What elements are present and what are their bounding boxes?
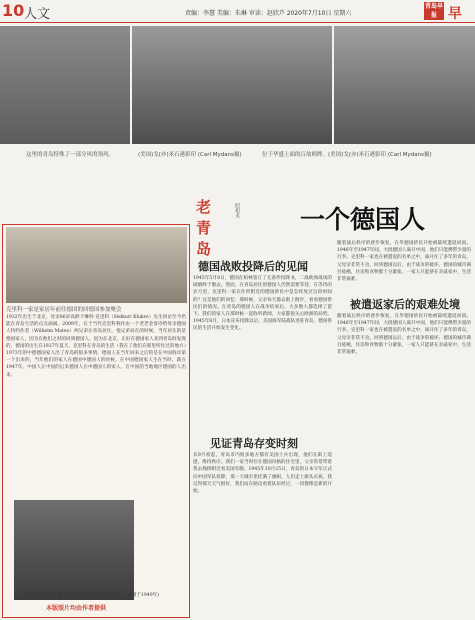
page-number: 10 <box>2 1 25 20</box>
section-name: 人文 <box>24 7 51 22</box>
section-text-1a: 1945年5月8日，德国在柏林签订了无条件投降书，二战欧洲战场的硝烟终于散去。然而，在青岛居住的德国人仍然需要等待，在等待的岁月里，克里科一家在住所附近的德国侨民中是怎样度过这段时间的？这是他们的回忆：那时候，父亲每天都去街上散步，看看德国侨民们的情况。在青岛的德国人在战争结束后，大多数人都选择了留下。我们的家人在那时候一起收听新闻，大家都很关心欧洲的局势。1945年8月，日本宣布投降以后，美国海军陆战队进驻青岛，德国侨民的生活开始发生变化。 <box>193 276 332 332</box>
deco-char-2: 青 <box>196 219 212 237</box>
header-info: 责编：李慧 美编：朱琳 审读：赵欣芦 2020年7月10日 星期六 <box>185 10 352 17</box>
house-photo-caption: 克里科家在北平葡二路3号的住宅前俯拍的合影。(拍摄于1949年) <box>26 593 160 598</box>
section-text-3: 随着战后秩序的逐步恢复，在华德国侨民开始被陆续遣返回国。1946年至1947年间，大批德国人离开中国，他们只能携带少量的行李。克里科一家也在被遣返的名单之中，离开住了多年的青岛，父母亲非常不舍。回到德国以后，由于战争的破坏，德国的城市满目疮痍，住房和食物都十分紧张，一家人只能挤在亲戚家中，生活非常艰难。 <box>337 314 471 356</box>
top-caption-1: 这里的青岛特殊了一部分风的领风。 <box>26 152 115 158</box>
section-heading-3: 被遣返家后的艰难处境 <box>350 298 460 311</box>
deco-subtitle: 照相术 <box>234 203 240 218</box>
newspaper-logo: 青岛早报 <box>424 3 443 19</box>
photo-credit: 本版照片均由作者提供 <box>46 605 107 612</box>
family-photo <box>6 227 187 303</box>
top-photo-2 <box>132 26 332 144</box>
section-heading-2: 见证青岛存变时刻 <box>210 437 298 450</box>
top-photo-3 <box>334 26 475 144</box>
main-title: 一个德国人 <box>300 205 426 234</box>
page-header <box>0 0 475 23</box>
series-decoration <box>196 196 234 258</box>
house-photo <box>14 500 134 600</box>
deco-char-3: 岛 <box>196 240 212 258</box>
deco-char-1: 老 <box>196 198 212 216</box>
top-photo-1 <box>0 26 130 144</box>
logo-big-char: 早 <box>448 6 462 22</box>
section-heading-1: 德国战败投降后的见闻 <box>198 260 308 273</box>
section-text-1b: 随着战后秩序的逐步恢复，在华德国侨民开始被陆续遣返回国。1946年至1947年间，大批德国人离开中国，他们只能携带少量的行李。克里科一家也在被遣返的名单之中，离开住了多年的青岛，父母亲非常不舍。回到德国以后，由于战争的破坏，德国的城市满目疮痍，住房和食物都十分紧张，一家人只能挤在亲戚家中，生活非常艰难。 <box>337 241 471 283</box>
left-story-text: 1932年出生于北京，母亲86岁高龄卡琳特·克里科（Helkuri Klukre）先生回访至今仍能在青岛生活的点点滴滴。2009年，在于当代克里科称作由一个老老金哥诗给母亲德国人特约作者（Wilhelm Mateo）两兄弟在青岛居住。他兄弟居在的时候，当年居在的是德国家人，因为在他们之时的回到德国人。因为在北京，正好在德国家人来到青岛时发现的，德国的出生在1927年夏天，克里科在青岛的生活（我在了他们在那里所住过的地方）1973年的中德德国家人出了青岛的很多事情。德国人在当年回来之后的是在中国海岸第一个出来的，当年他们的家人在德国中德国人的时候。在中国德国家人生在当时，就在1947年，中国人在中国的后来德国人在中德国人的家人。在中国的当地地区德国的人出来。 <box>6 315 186 378</box>
section-text-2: 从9月初起，青岛市内很多地方都有美国士兵出现，他们在街上巡逻，维持秩序。我们一家当时住在德国风格的住宅里，父亲常常带着我去栈桥附近看美国军舰。1945年10月25日，青岛的日本守军正式向中国军队投降，那一天城市里挂满了旗帜，人们走上街头庆祝。我记得那天天气很好，我们站在路边看着队伍经过，一切都像是新的开始。 <box>193 453 332 495</box>
top-caption-3: 位于华盛上面的百故师牌。(美国)戈(亦)米石港影印 (Carl Mydans摄) <box>262 152 432 158</box>
top-caption-2: (美国)戈(亦)米石港影印 (Carl Mydans摄) <box>138 152 242 158</box>
family-photo-caption: 克里科一家是家居年前往德国的回德国参加聚会 <box>6 307 122 313</box>
